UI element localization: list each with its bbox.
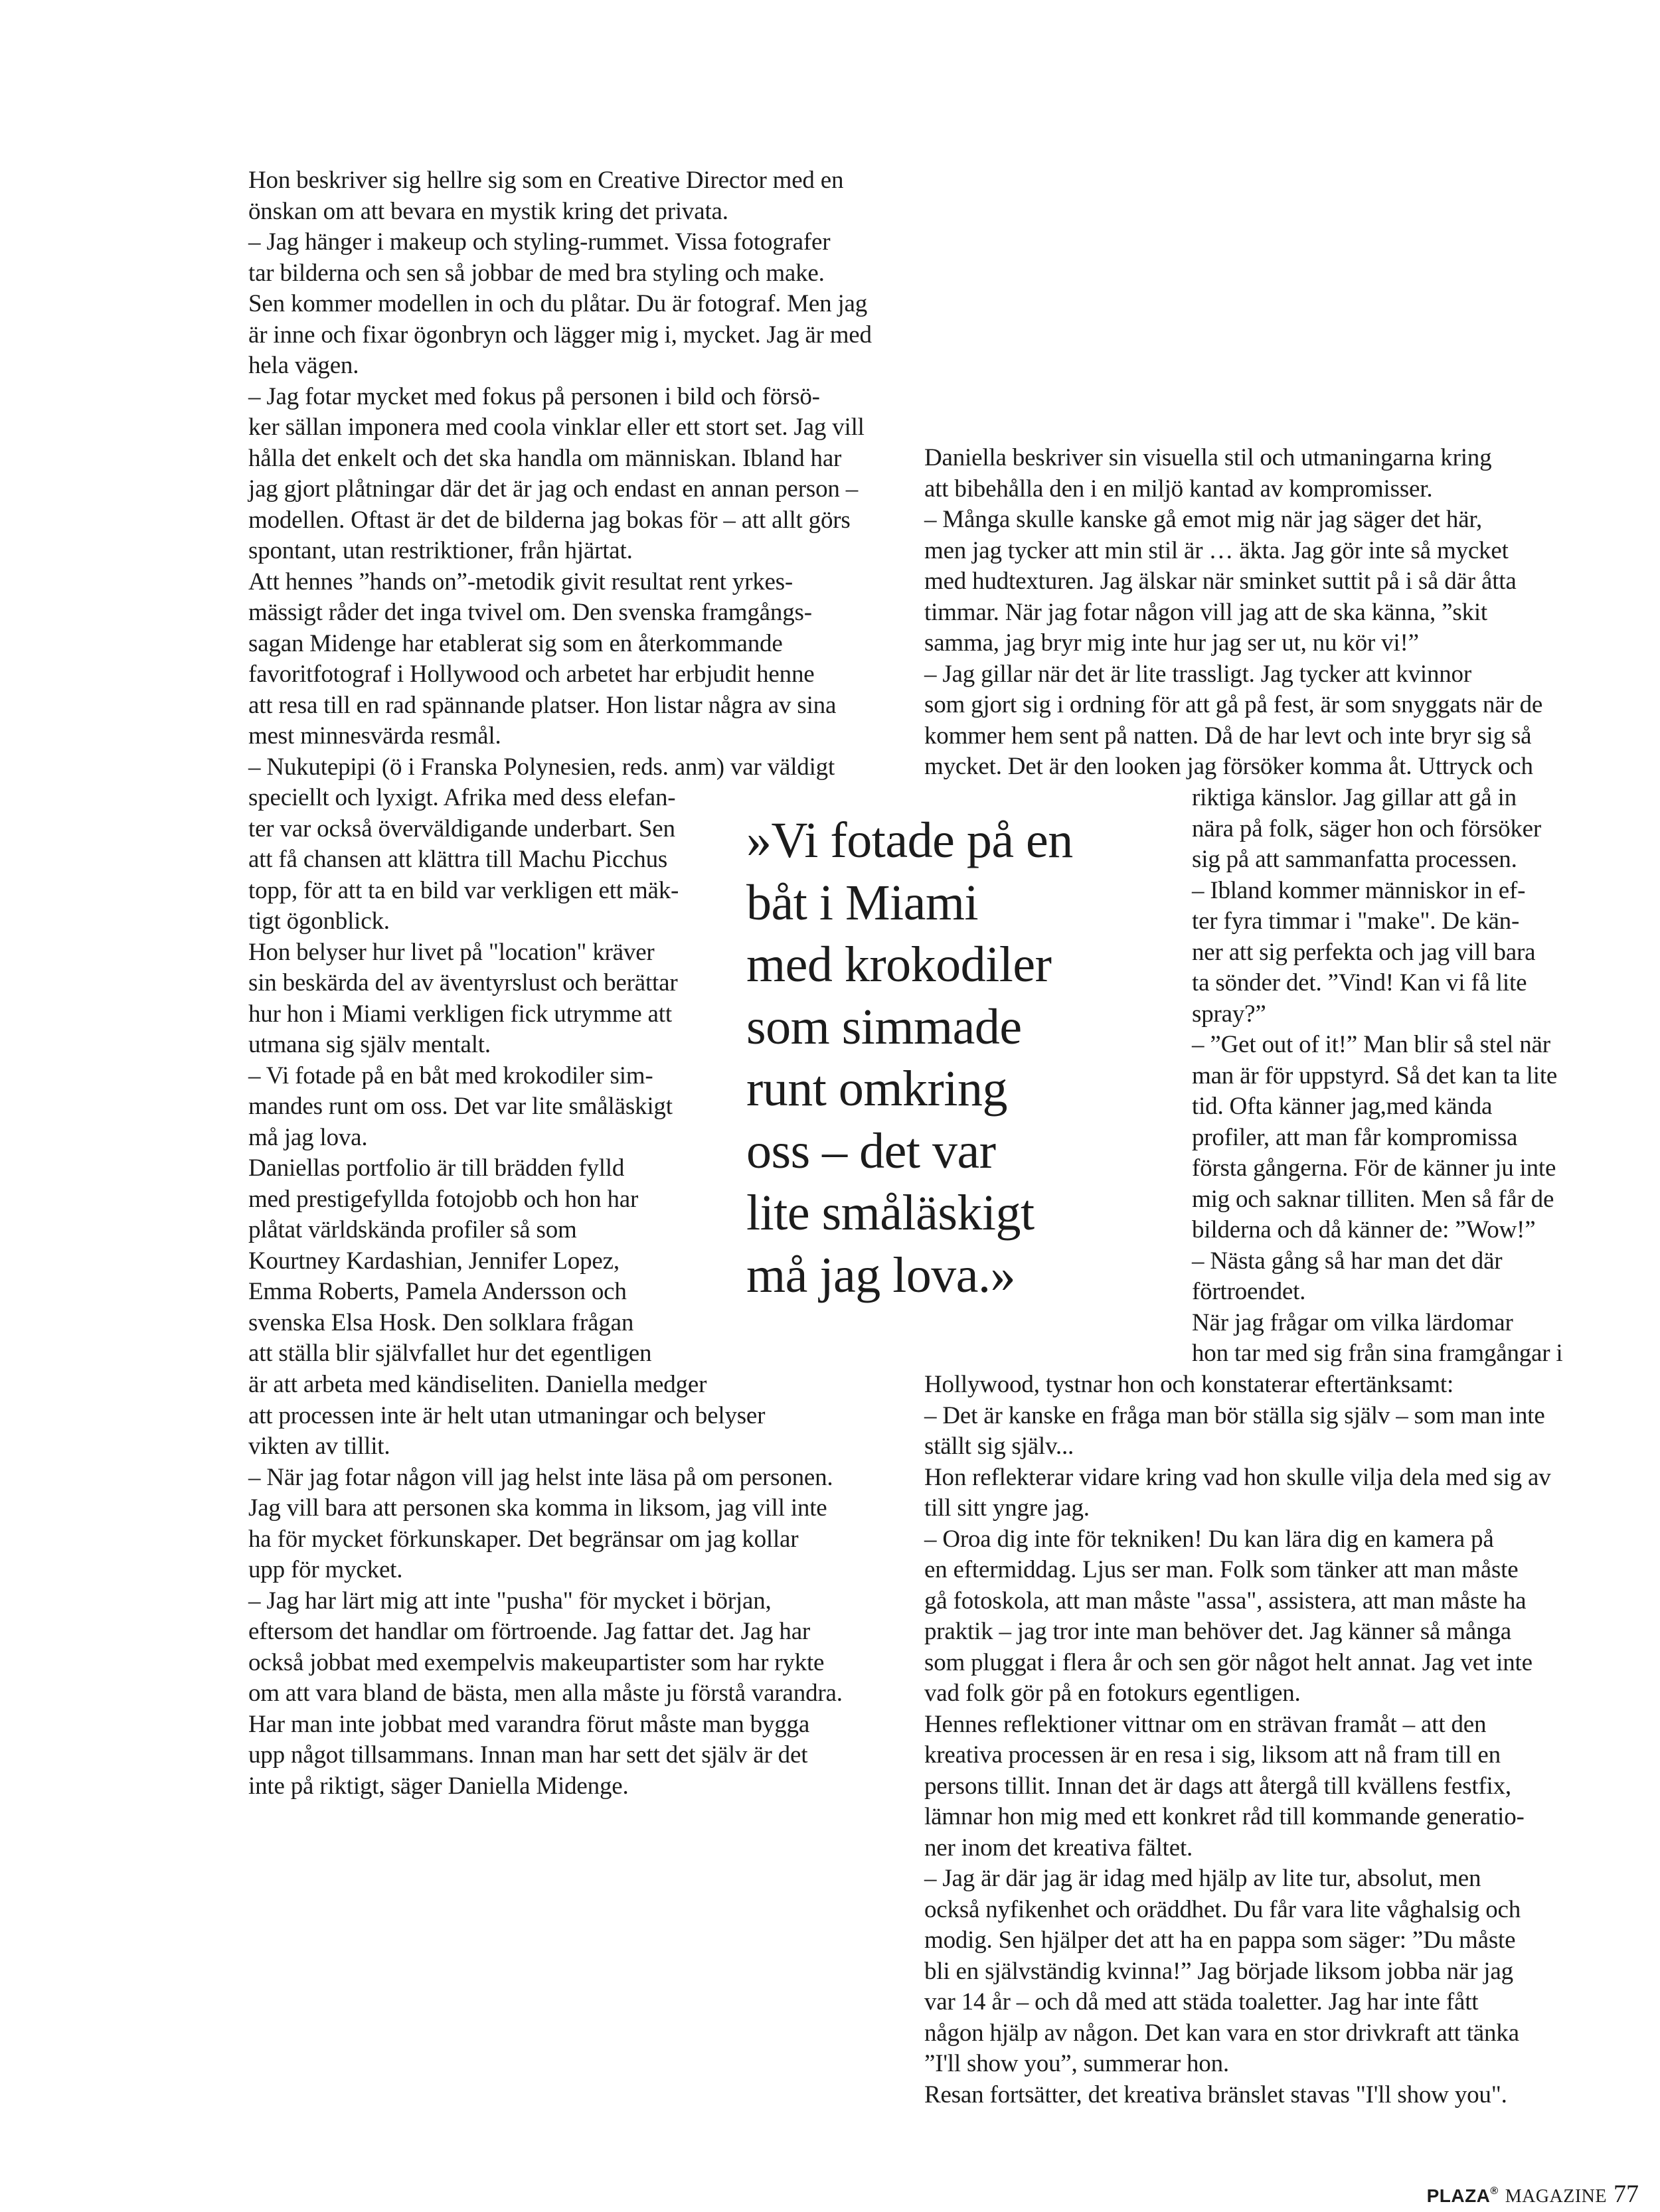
text-line: ner inom det kreativa fältet. bbox=[924, 1834, 1193, 1861]
pull-quote bbox=[746, 810, 1073, 1306]
text-line: – Jag är där jag är idag med hjälp av lite tur, absolut, men bbox=[924, 1865, 1481, 1892]
text-line: – Jag hänger i makeup och styling-rummet. Vissa fotografer bbox=[248, 228, 831, 256]
text-line: ter fyra timmar i "make". De kän- bbox=[1192, 908, 1520, 935]
text-line: med prestigefyllda fotojobb och hon har bbox=[248, 1185, 639, 1213]
text-line: jag gjort plåtningar där det är jag och endast en annan person – bbox=[248, 475, 859, 503]
text-line: är att arbeta med kändiseliten. Daniella medger bbox=[248, 1371, 707, 1398]
text-line: – Ibland kommer människor in ef- bbox=[1192, 876, 1526, 904]
text-line: Har man inte jobbat med varandra förut måste man bygga bbox=[248, 1710, 810, 1738]
text-line: att få chansen att klättra till Machu Picchus bbox=[248, 846, 668, 873]
text-line: Hennes reflektioner vittnar om en strävan framåt – att den bbox=[924, 1710, 1487, 1738]
text-line: mycket. Det är den looken jag försöker komma åt. Uttryck och bbox=[924, 753, 1533, 780]
text-line: önskan om att bevara en mystik kring det privata. bbox=[248, 197, 728, 225]
text-line: hon tar med sig från sina framgångar i bbox=[1192, 1340, 1563, 1367]
text-line: bli en självständig kvinna!” Jag började liksom jobba när jag bbox=[924, 1957, 1513, 1985]
text-line: upp för mycket. bbox=[248, 1556, 403, 1583]
text-line: eftersom det handlar om förtroende. Jag fattar det. Jag har bbox=[248, 1618, 811, 1645]
text-line: hålla det enkelt och det ska handla om människan. Ibland har bbox=[248, 444, 842, 472]
text-line: sin beskärda del av äventyrslust och berättar bbox=[248, 969, 678, 996]
text-line: favoritfotograf i Hollywood och arbetet har erbjudit henne bbox=[248, 661, 815, 688]
text-line: Kourtney Kardashian, Jennifer Lopez, bbox=[248, 1247, 620, 1275]
pull-quote-line: runt omkring bbox=[746, 1061, 1007, 1117]
brand-logo: PLAZA® bbox=[1426, 2185, 1499, 2206]
text-line: persons tillit. Innan det är dags att återgå till kvällens festfix, bbox=[924, 1772, 1511, 1800]
text-line: nära på folk, säger hon och försöker bbox=[1192, 815, 1542, 842]
text-line: sig på att sammanfatta processen. bbox=[1192, 846, 1517, 873]
text-line: som pluggat i flera år och sen gör något helt annat. Jag vet inte bbox=[924, 1648, 1533, 1676]
text-line: upp något tillsammans. Innan man har sett det själv är det bbox=[248, 1741, 808, 1769]
text-line: men jag tycker att min stil är … äkta. Jag gör inte så mycket bbox=[924, 536, 1509, 564]
text-line: ner att sig perfekta och jag vill bara bbox=[1192, 938, 1536, 966]
left-column-block-b bbox=[248, 783, 679, 1370]
pull-quote-line: som simmade bbox=[746, 998, 1022, 1055]
text-line: att bibehålla den i en miljö kantad av kompromisser. bbox=[924, 475, 1433, 503]
text-line: mandes runt om oss. Det var lite småläskigt bbox=[248, 1093, 673, 1120]
text-line: kommer hem sent på natten. Då de har levt och inte bryr sig så bbox=[924, 722, 1532, 750]
text-line: hur hon i Miami verkligen fick utrymme att bbox=[248, 1000, 672, 1028]
text-line: – Jag fotar mycket med fokus på personen i bild och försö- bbox=[248, 382, 820, 410]
text-line: – När jag fotar någon vill jag helst inte läsa på om personen. bbox=[248, 1463, 833, 1491]
text-line: att resa till en rad spännande platser. Hon listar några av sina bbox=[248, 691, 837, 719]
text-line: att ställa blir självfallet hur det egentligen bbox=[248, 1340, 652, 1367]
text-line: – Många skulle kanske gå emot mig när jag säger det här, bbox=[924, 506, 1483, 533]
text-line: utmana sig själv mentalt. bbox=[248, 1031, 491, 1058]
page-footer bbox=[1427, 2179, 1639, 2209]
text-line: hela vägen. bbox=[248, 352, 359, 379]
text-line: också jobbat med exempelvis makeupartister som har rykte bbox=[248, 1648, 825, 1676]
text-line: praktik – jag tror inte man behöver det. Jag känner så många bbox=[924, 1618, 1511, 1645]
text-line: bilderna och då känner de: ”Wow!” bbox=[1192, 1216, 1536, 1243]
text-line: ter var också överväldigande underbart. Sen bbox=[248, 815, 675, 842]
text-line: samma, jag bryr mig inte hur jag ser ut, nu kör vi!” bbox=[924, 629, 1419, 657]
text-line: med hudtexturen. Jag älskar när sminket suttit på i så där åtta bbox=[924, 568, 1517, 595]
text-line: tigt ögonblick. bbox=[248, 908, 390, 935]
pull-quote-line: oss – det var bbox=[746, 1123, 996, 1179]
text-line: – Jag har lärt mig att inte "pusha" för mycket i början, bbox=[248, 1587, 772, 1615]
text-line: är inne och fixar ögonbryn och lägger mig i, mycket. Jag är med bbox=[248, 321, 872, 349]
text-line: vad folk gör på en fotokurs egentligen. bbox=[924, 1680, 1301, 1707]
text-line: vikten av tillit. bbox=[248, 1433, 390, 1460]
text-line: gå fotoskola, att man måste "assa", assistera, att man måste ha bbox=[924, 1587, 1527, 1615]
text-line: kreativa processen är en resa i sig, liksom att nå fram till en bbox=[924, 1741, 1501, 1769]
text-line: profiler, att man får kompromissa bbox=[1192, 1123, 1518, 1151]
text-line: Hon belyser hur livet på "location" kräver bbox=[248, 938, 655, 966]
text-line: ”I'll show you”, summerar hon. bbox=[924, 2050, 1229, 2077]
text-line: – Nästa gång så har man det där bbox=[1192, 1247, 1503, 1275]
right-column-block-a bbox=[924, 443, 1542, 783]
text-line: inte på riktigt, säger Daniella Midenge. bbox=[248, 1772, 629, 1800]
pull-quote-line: båt i Miami bbox=[746, 874, 979, 931]
text-line: också nyfikenhet och oräddhet. Du får vara lite våghalsig och bbox=[924, 1895, 1521, 1923]
text-line: topp, för att ta en bild var verkligen ett mäk- bbox=[248, 876, 679, 904]
text-line: modellen. Oftast är det de bilderna jag bokas för – att allt görs bbox=[248, 506, 851, 534]
text-line: Resan fortsätter, det kreativa bränslet stavas "I'll show you". bbox=[924, 2081, 1507, 2108]
text-line: mig och saknar tilliten. Men så får de bbox=[1192, 1185, 1554, 1213]
left-column-block-c bbox=[248, 1370, 843, 1802]
text-line: lämnar hon mig med ett konkret råd till kommande generatio- bbox=[924, 1803, 1525, 1830]
text-line: Jag vill bara att personen ska komma in liksom, jag vill inte bbox=[248, 1494, 827, 1522]
pull-quote-line: med krokodiler bbox=[746, 937, 1052, 992]
text-line: ställt sig själv... bbox=[924, 1433, 1074, 1460]
text-line: Att hennes ”hands on”-metodik givit resultat rent yrkes- bbox=[248, 568, 793, 595]
text-line: Hon reflekterar vidare kring vad hon skulle vilja dela med sig av bbox=[924, 1463, 1551, 1491]
pull-quote-line: lite småläskigt bbox=[746, 1185, 1035, 1241]
magazine-label: MAGAZINE bbox=[1505, 2186, 1607, 2207]
text-line: ha för mycket förkunskaper. Det begränsar om jag kollar bbox=[248, 1525, 799, 1553]
text-line: man är för uppstyrd. Så det kan ta lite bbox=[1192, 1062, 1558, 1089]
text-line: mest minnesvärda resmål. bbox=[248, 722, 501, 750]
text-line: någon hjälp av någon. Det kan vara en stor drivkraft att tänka bbox=[924, 2019, 1519, 2047]
text-line: spontant, utan restriktioner, från hjärtat. bbox=[248, 537, 633, 564]
text-line: ker sällan imponera med coola vinklar eller ett stort set. Jag vill bbox=[248, 414, 865, 441]
text-line: När jag frågar om vilka lärdomar bbox=[1192, 1308, 1513, 1336]
text-line: riktiga känslor. Jag gillar att gå in bbox=[1192, 784, 1517, 811]
text-line: timmar. När jag fotar någon vill jag att de ska känna, ”skit bbox=[924, 598, 1487, 626]
text-line: må jag lova. bbox=[248, 1123, 368, 1151]
text-line: mässigt råder det inga tvivel om. Den svenska framgångs- bbox=[248, 599, 812, 626]
text-line: om att vara bland de bästa, men alla måste ju förstå varandra. bbox=[248, 1680, 843, 1707]
right-column-block-c bbox=[924, 1370, 1551, 2110]
text-line: en eftermiddag. Ljus ser man. Folk som tänker att man måste bbox=[924, 1556, 1519, 1583]
text-line: Emma Roberts, Pamela Andersson och bbox=[248, 1278, 627, 1305]
text-line: förtroendet. bbox=[1192, 1278, 1306, 1305]
text-line: – ”Get out of it!” Man blir så stel när bbox=[1192, 1031, 1550, 1058]
text-line: att processen inte är helt utan utmaningar och belyser bbox=[248, 1401, 766, 1429]
text-line: – Jag gillar när det är lite trassligt. Jag tycker att kvinnor bbox=[924, 660, 1471, 688]
text-line: tar bilderna och sen så jobbar de med bra styling och make. bbox=[248, 259, 825, 287]
text-line: – Oroa dig inte för tekniken! Du kan lära dig en kamera på bbox=[924, 1525, 1494, 1553]
text-line: speciellt och lyxigt. Afrika med dess elefan- bbox=[248, 784, 676, 811]
text-line: Sen kommer modellen in och du plåtar. Du är fotograf. Men jag bbox=[248, 290, 868, 317]
text-line: Hollywood, tystnar hon och konstaterar eftertänksamt: bbox=[924, 1371, 1454, 1398]
text-line: till sitt yngre jag. bbox=[924, 1494, 1090, 1522]
right-column-block-b bbox=[1192, 783, 1563, 1370]
text-line: tid. Ofta känner jag,med kända bbox=[1192, 1093, 1493, 1120]
text-line: – Det är kanske en fråga man bör ställa sig själv – som man inte bbox=[924, 1401, 1545, 1429]
text-line: plåtat världskända profiler så som bbox=[248, 1216, 577, 1243]
text-line: spray?” bbox=[1192, 1000, 1266, 1028]
left-column-block-a bbox=[248, 165, 872, 783]
text-line: ta sönder det. ”Vind! Kan vi få lite bbox=[1192, 969, 1527, 996]
pull-quote-line: »Vi fotade på en bbox=[746, 813, 1073, 868]
text-line: modig. Sen hjälper det att ha en pappa som säger: ”Du måste bbox=[924, 1927, 1516, 1954]
text-line: sagan Midenge har etablerat sig som en återkommande bbox=[248, 629, 783, 657]
text-line: var 14 år – och då med att städa toaletter. Jag har inte fått bbox=[924, 1988, 1479, 2015]
pull-quote-line: må jag lova.» bbox=[746, 1247, 1016, 1303]
text-line: som gjort sig i ordning för att gå på fest, är som snyggats när de bbox=[924, 691, 1543, 718]
text-line: Daniella beskriver sin visuella stil och utmaningarna kring bbox=[924, 444, 1492, 471]
text-line: svenska Elsa Hosk. Den solklara frågan bbox=[248, 1308, 634, 1336]
text-line: – Vi fotade på en båt med krokodiler sim- bbox=[248, 1062, 653, 1089]
page-number: 77 bbox=[1614, 2180, 1639, 2208]
text-line: första gångerna. För de känner ju inte bbox=[1192, 1154, 1556, 1182]
text-line: Hon beskriver sig hellre sig som en Creative Director med en bbox=[248, 167, 844, 194]
text-line: – Nukutepipi (ö i Franska Polynesien, reds. anm) var väldigt bbox=[248, 753, 835, 781]
text-line: Daniellas portfolio är till brädden fylld bbox=[248, 1154, 625, 1182]
